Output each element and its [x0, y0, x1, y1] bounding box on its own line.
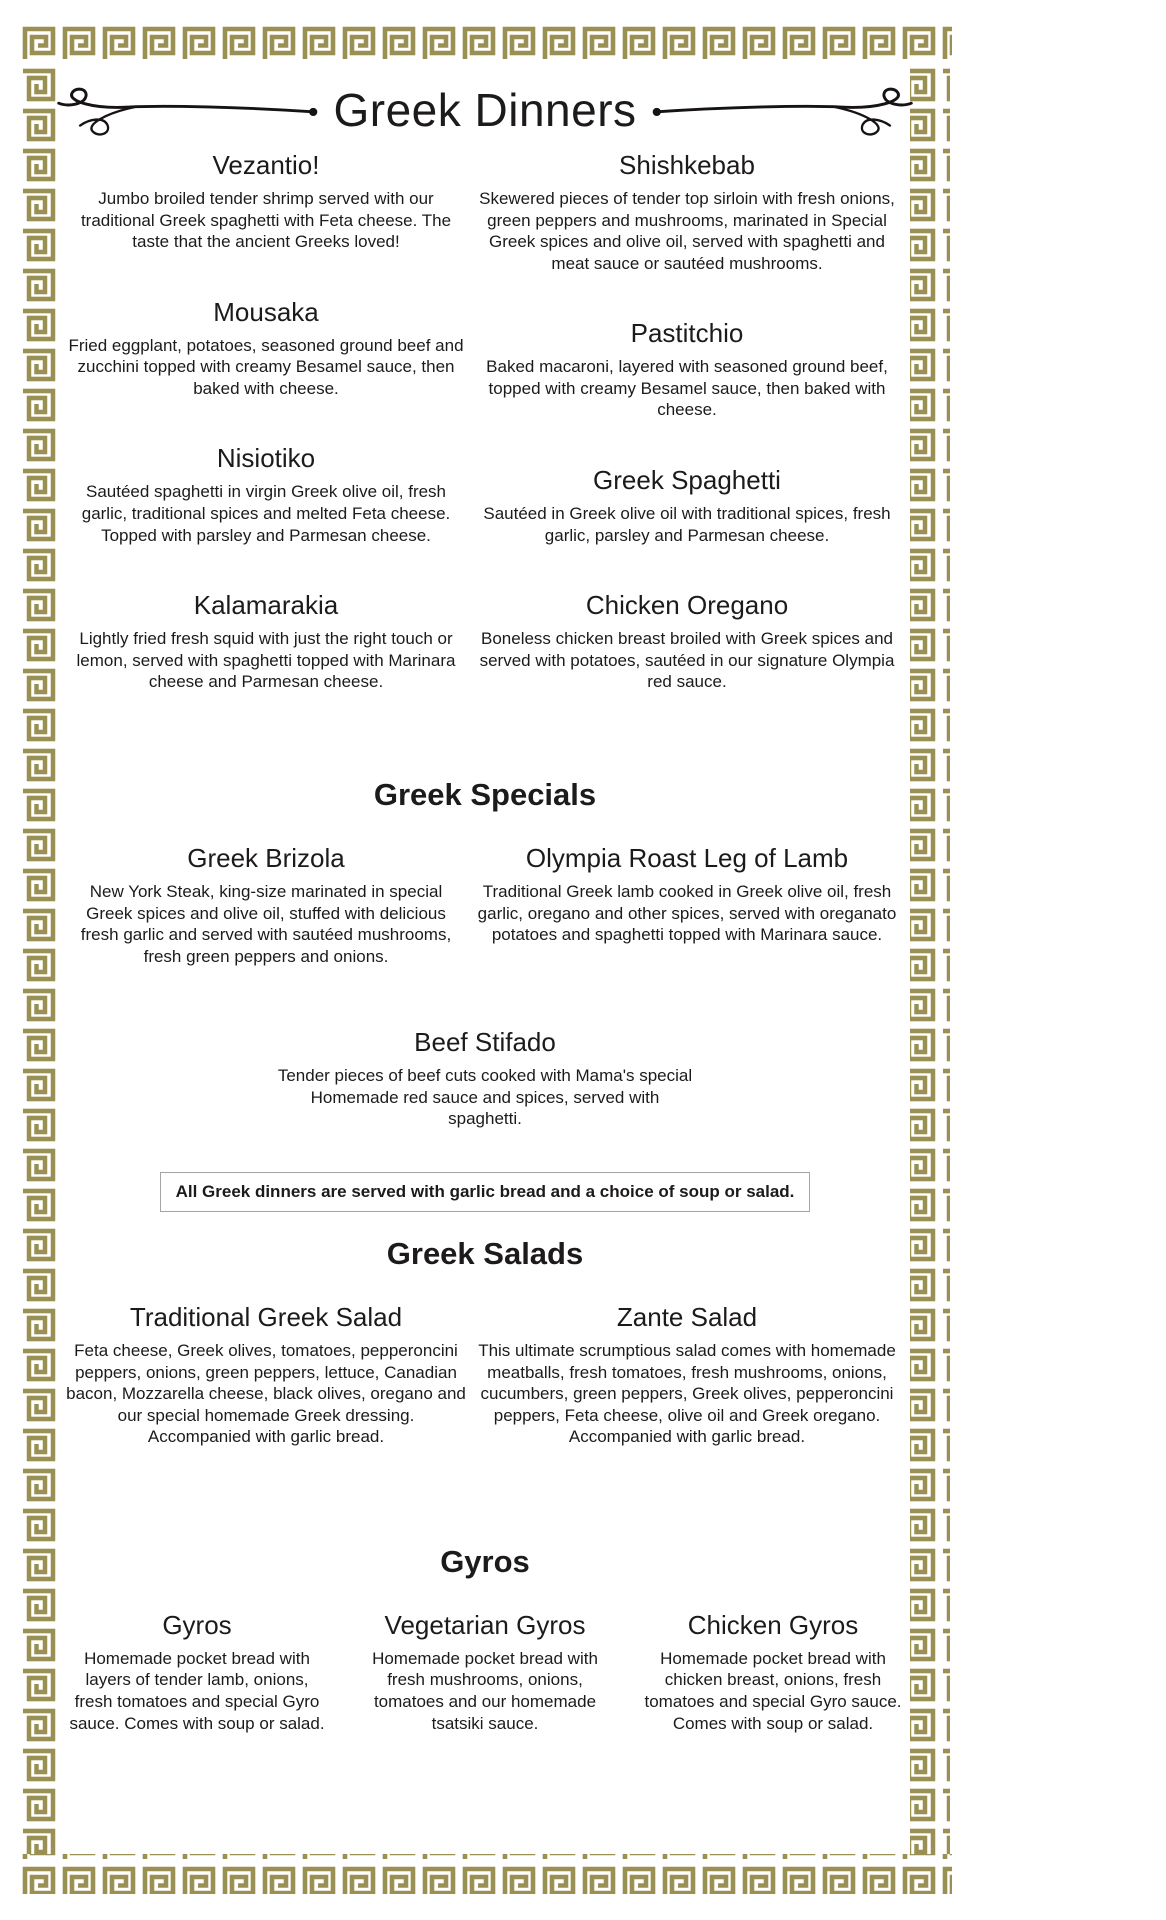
item-description: Homemade pocket bread with fresh mushrooms, onions, tomatoes and our homemade tsatsiki sauce.	[372, 1648, 598, 1733]
item-description: Sautéed in Greek olive oil with traditional spices, fresh garlic, parsley and Parmesan cheese.	[483, 504, 891, 545]
salads-left-column	[66, 1302, 466, 1492]
item-description: Fried eggplant, potatoes, seasoned ground beef and zucchini topped with creamy Besamel sauce, then baked with cheese.	[68, 335, 464, 398]
salads-right-column	[470, 1302, 904, 1492]
menu-item-pastitchio	[470, 318, 904, 421]
menu-item-shishkebab	[470, 150, 904, 274]
menu-item-vegetarian-gyros	[354, 1610, 616, 1734]
specials-section	[66, 843, 904, 1011]
item-name: Beef Stifado	[414, 1027, 556, 1058]
item-name: Pastitchio	[630, 318, 744, 349]
menu-item-greek-spaghetti	[470, 465, 904, 546]
menu-item-traditional-greek-salad	[66, 1302, 466, 1448]
specials-right-column	[470, 843, 904, 1011]
item-description: Traditional Greek lamb cooked in Greek olive oil, fresh garlic, oregano and other spices, served with oreganato potatoes and spaghetti topped with Marinara sauce.	[477, 881, 897, 945]
item-name: Chicken Gyros	[687, 1609, 859, 1640]
item-description: Homemade pocket bread with chicken breast, onions, fresh tomatoes and special Gyro sauce. Comes with soup or salad.	[644, 1648, 902, 1733]
dinners-left-column	[66, 150, 466, 737]
menu-item-chicken-gyros	[642, 1610, 904, 1734]
salads-section	[66, 1302, 904, 1492]
menu-item-mousaka	[66, 297, 466, 400]
item-name: Shishkebab	[619, 150, 755, 180]
menu-item-chicken-oregano	[470, 590, 904, 693]
menu-item-gyros	[66, 1610, 328, 1734]
dinner-note-box	[160, 1172, 810, 1212]
menu-item-kalamarakia	[66, 590, 466, 693]
menu-item-beef-stifado	[66, 1027, 904, 1130]
menu-item-vezantio	[66, 150, 466, 253]
title-row	[66, 78, 904, 142]
item-description: Homemade pocket bread with layers of tender lamb, onions, fresh tomatoes and special Gyro sauce. Comes with soup or salad.	[69, 1648, 325, 1733]
flourish-left-icon	[49, 81, 321, 139]
section-heading-salads: Greek Salads	[386, 1235, 584, 1271]
flourish-right-icon	[649, 81, 921, 139]
menu-content	[66, 68, 904, 1852]
item-name: Olympia Roast Leg of Lamb	[525, 842, 849, 873]
dinner-note-text: All Greek dinners are served with garlic bread and a choice of soup or salad.	[175, 1181, 795, 1201]
item-description: Sautéed spaghetti in virgin Greek olive oil, fresh garlic, traditional spices and melted Feta cheese. Topped with parsley and Parmesan cheese.	[81, 482, 451, 545]
menu-item-zante-salad	[470, 1302, 904, 1448]
item-name: Vegetarian Gyros	[384, 1609, 586, 1640]
item-description: This ultimate scrumptious salad comes with homemade meatballs, fresh tomatoes, fresh mushrooms, onions, cucumbers, green peppers, Greek olives, pepperoncini peppers, Feta cheese, olive oil and Greek oregano. Accompanied with garlic bread.	[478, 1340, 896, 1447]
item-name: Zante Salad	[616, 1301, 758, 1332]
item-description: Jumbo broiled tender shrimp served with our traditional Greek spaghetti with Feta cheese. The taste that the ancient Greeks loved!	[80, 189, 452, 252]
item-name: Kalamarakia	[193, 590, 339, 621]
page-title: Greek Dinners	[333, 84, 637, 136]
dinners-right-column	[470, 150, 904, 737]
menu-item-olympia-roast-leg-of-lamb	[470, 843, 904, 946]
menu-item-nisiotiko	[66, 443, 466, 546]
item-description: Baked macaroni, layered with seasoned ground beef, topped with creamy Besamel sauce, then baked with cheese.	[486, 357, 888, 420]
dinners-section	[66, 150, 904, 737]
item-description: New York Steak, king-size marinated in special Greek spices and olive oil, stuffed with delicious fresh garlic and served with sautéed mushrooms, fresh green peppers and onions.	[80, 881, 452, 966]
item-name: Gyros	[162, 1609, 232, 1640]
section-heading-gyros: Gyros	[440, 1543, 530, 1579]
section-heading-specials: Greek Specials	[373, 776, 597, 812]
item-name: Nisiotiko	[216, 443, 316, 474]
item-description: Lightly fried fresh squid with just the right touch or lemon, served with spaghetti topped with Marinara cheese and Parmesan cheese.	[76, 629, 456, 692]
item-name: Chicken Oregano	[585, 590, 789, 621]
gyros-section	[66, 1610, 904, 1778]
item-name: Mousaka	[213, 296, 319, 327]
item-name: Greek Brizola	[187, 842, 345, 873]
item-name: Vezantio!	[212, 150, 320, 180]
item-name: Traditional Greek Salad	[129, 1301, 403, 1332]
menu-item-greek-brizola	[66, 843, 466, 967]
menu-page	[18, 24, 952, 1896]
item-description: Feta cheese, Greek olives, tomatoes, pepperoncini peppers, onions, green peppers, lettuce, Canadian bacon, Mozzarella cheese, black olives, oregano and our special homemade Greek dressing. Accompanied with garlic bread.	[66, 1340, 466, 1447]
item-description: Tender pieces of beef cuts cooked with Mama's special Homemade red sauce and spices, served with spaghetti.	[277, 1066, 693, 1129]
item-description: Boneless chicken breast broiled with Greek spices and served with potatoes, sautéed in our signature Olympia red sauce.	[479, 629, 895, 692]
item-name: Greek Spaghetti	[593, 465, 781, 496]
specials-left-column	[66, 843, 466, 1011]
item-description: Skewered pieces of tender top sirloin with fresh onions, green peppers and mushrooms, marinated in Special Greek spices and olive oil, served with spaghetti and meat sauce or sautéed mushrooms.	[479, 189, 895, 273]
